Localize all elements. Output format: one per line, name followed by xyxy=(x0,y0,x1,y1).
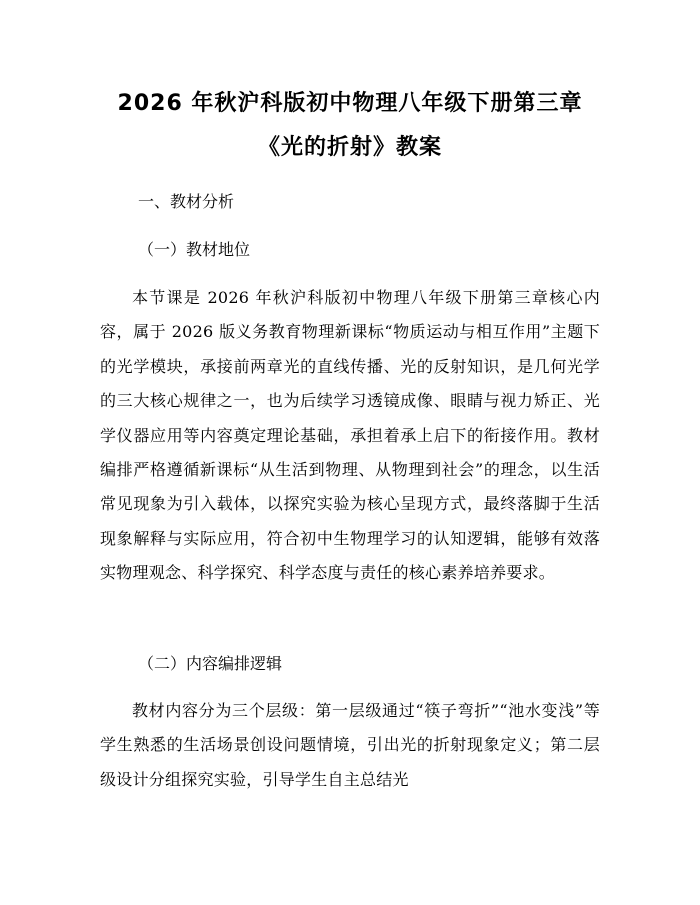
subsection-heading-content-arrangement: （二）内容编排逻辑 xyxy=(138,654,283,673)
document-title-line-1: 2026 年秋沪科版初中物理八年级下册第三章 xyxy=(117,91,583,116)
document-title-line-2: 《光的折射》教案 xyxy=(257,135,442,160)
section-heading-teaching-material-analysis: 一、教材分析 xyxy=(138,192,235,211)
paragraph-material-status: 本节课是 2026 年秋沪科版初中物理八年级下册第三章核心内容，属于 2026 版义务教育物理新课标“物质运动与相互作用”主题下的光学模块，承接前两章光的直线传播、光的反射知识，是几何光学的三大核心规律之一，也为后续学习透镜成像、眼睛与视力矫正、光学仪器应用等内容奠定理论基础，承担着承上启下的衔接作用。教材编排严格遵循新课标“从生活到物理、从物理到社会”的理念，以生活常见现象为引入载体，以探究实验为核心呈现方式，最终落脚于生活现象解释与实际应用，符合初中生物理学习的认知逻辑，能够有效落实物理观念、科学探究、科学态度与责任的核心素养培养要求。 xyxy=(100,288,600,583)
subsection-heading-material-status: （一）教材地位 xyxy=(138,240,251,259)
paragraph-content-arrangement: 教材内容分为三个层级：第一层级通过“筷子弯折”“池水变浅”等学生熟悉的生活场景创设问题情境，引出光的折射现象定义；第二层级设计分组探究实验，引导学生自主总结光 xyxy=(100,701,600,789)
